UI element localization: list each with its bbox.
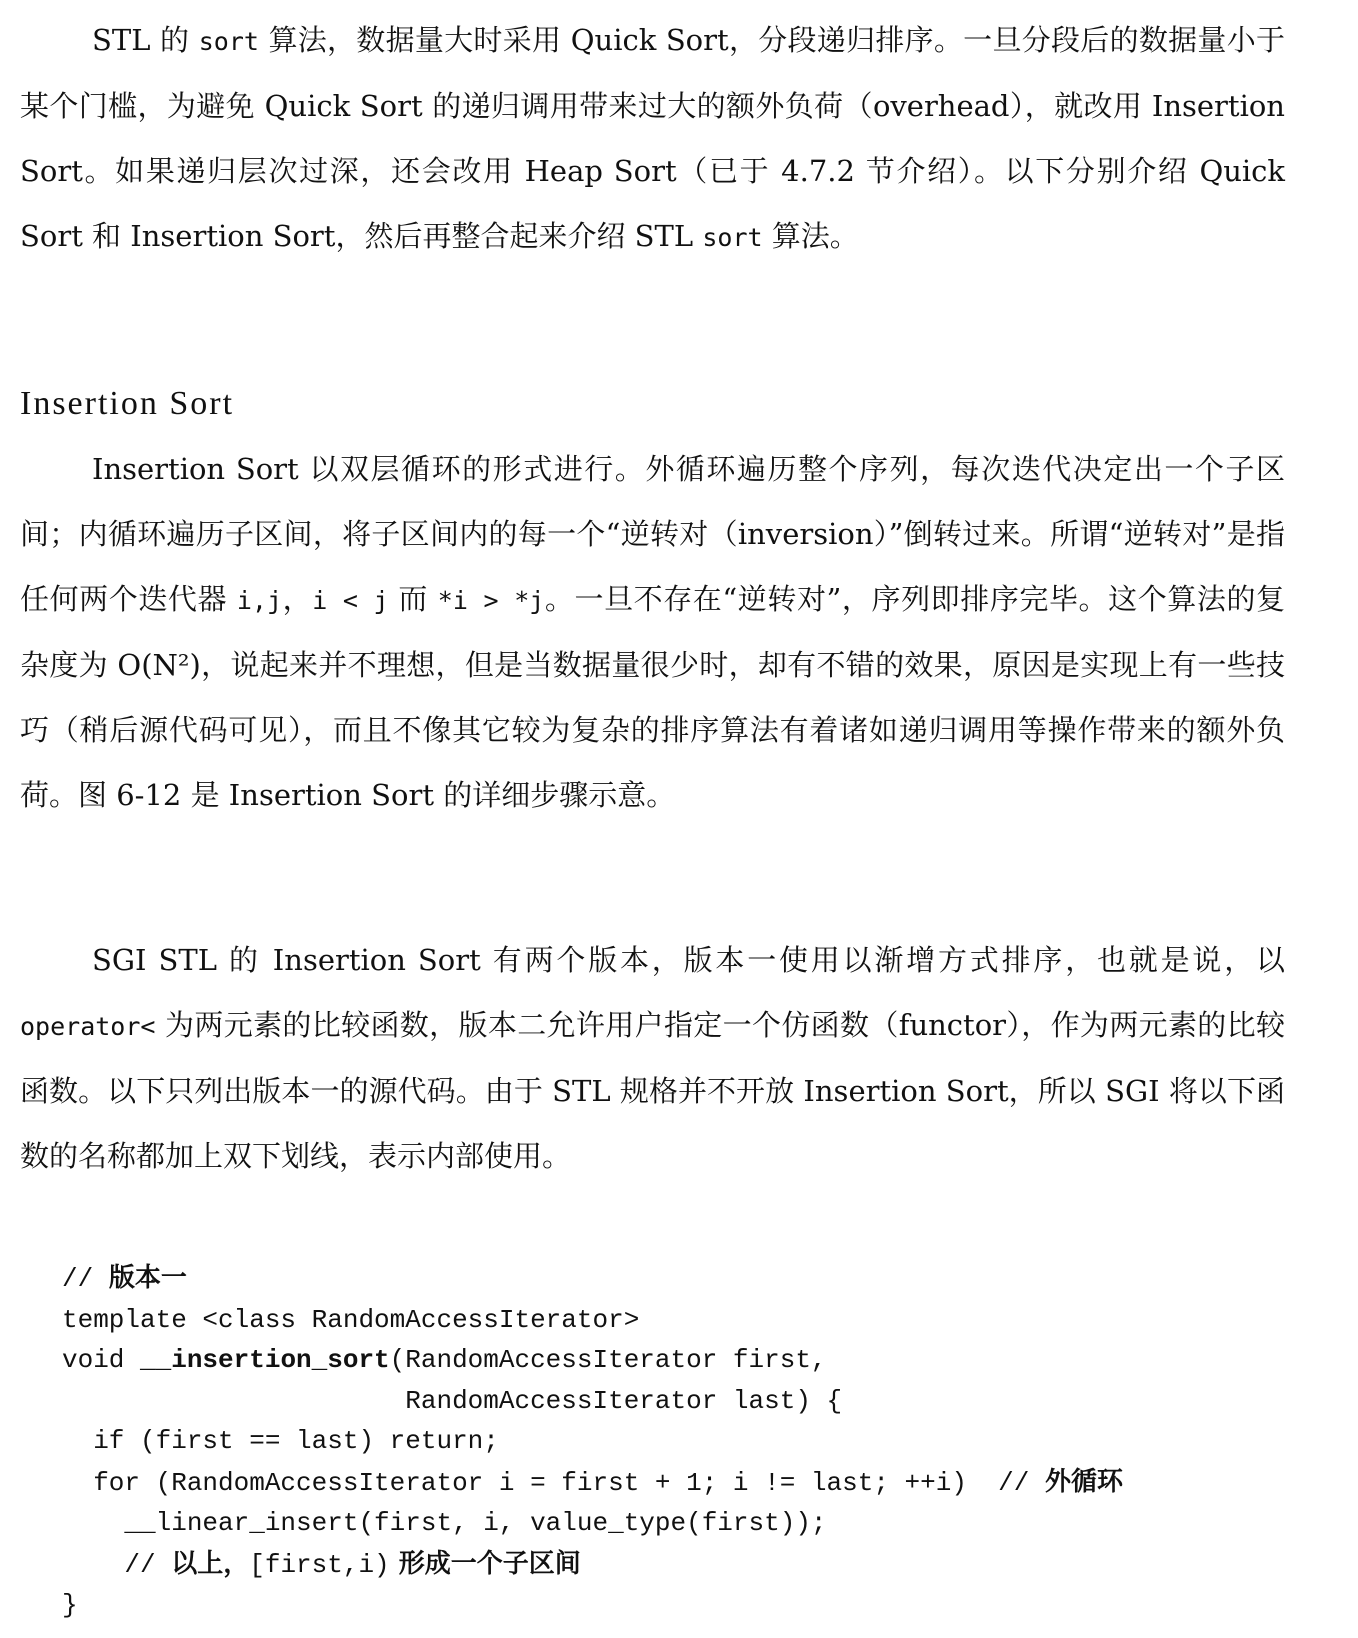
code-comment: //	[62, 1264, 109, 1294]
text-run: 而	[388, 582, 438, 616]
text-run: STL 的	[92, 23, 199, 57]
code-line: if (first == last) return;	[62, 1426, 499, 1456]
code-comment-cn: 外循环	[1044, 1466, 1123, 1497]
code-inline-operator: operator<	[20, 1012, 156, 1041]
code-line: template <class RandomAccessIterator>	[62, 1304, 640, 1335]
code-listing-insertion-sort	[62, 1258, 1342, 1626]
code-inline-sort: sort	[702, 223, 763, 252]
code-line: RandomAccessIterator last) {	[62, 1385, 843, 1416]
code-function-name: __insertion_sort	[140, 1345, 390, 1375]
text-run: Insertion Sort 以双层循环的形式进行。外循环遍历整个序列，每次迭代决定出一个子区间；内循环遍历子区间，将子区间内的每一个“逆转对（inversion）”倒转过来。所谓“逆转对”是指任何两个迭代器	[20, 452, 1285, 616]
text-run: 。一旦不存在“逆转对”，序列即排序完毕。这个算法的复杂度为 O(N²)，说起来并不理想，但是当数据量很少时，却有不错的效果，原因是实现上有一些技巧（稍后源代码可见），而且不像其它较为复杂的排序算法有着诸如递归调用等操作带来的额外负荷。图 6-12 是 Insertion Sort 的详细步骤示意。	[20, 582, 1286, 812]
code-comment-cn: 以上，	[171, 1548, 250, 1579]
code-inline: i,j	[236, 586, 283, 615]
text-run: SGI STL 的 Insertion Sort 有两个版本，版本一使用以渐增方式排序，也就是说，以	[92, 943, 1285, 977]
code-comment: [first,i)	[249, 1549, 390, 1580]
code-comment: //	[62, 1549, 172, 1580]
code-comment-cn: 形成一个子区间	[389, 1548, 581, 1579]
code-inline-sort: sort	[198, 27, 259, 56]
paragraph-insertion-sort-description	[20, 437, 1285, 828]
code-line: (RandomAccessIterator first,	[389, 1345, 827, 1375]
text-run: 算法。	[762, 219, 859, 253]
code-line: }	[62, 1590, 78, 1620]
code-inline: *i > *j	[437, 586, 545, 615]
paragraph-stl-sort-intro	[20, 8, 1285, 270]
text-run: 为两元素的比较函数，版本二允许用户指定一个仿函数（functor），作为两元素的比较函数。以下只列出版本一的源代码。由于 STL 规格并不开放 Insertion Sort，所以 SGI 将以下函数的名称都加上双下划线，表示内部使用。	[20, 1008, 1285, 1173]
section-heading-insertion-sort: Insertion Sort	[20, 385, 235, 422]
code-line: for (RandomAccessIterator i = first + 1; i != last; ++i) //	[62, 1467, 1045, 1498]
text-run: ，	[282, 582, 313, 616]
paragraph-sgi-stl-versions	[20, 928, 1285, 1189]
code-line: void	[62, 1345, 141, 1375]
code-comment-cn: 版本一	[108, 1263, 187, 1293]
text-run: 算法，数据量大时采用 Quick Sort，分段递归排序。一旦分段后的数据量小于某个门槛，为避免 Quick Sort 的递归调用带来过大的额外负荷（overhead），就改用 Insertion Sort。如果递归层次过深，还会改用 Heap Sort（已于 4.7.2 节介绍）。以下分别介绍 Quick Sort 和 Insertion Sort，然后再整合起来介绍 STL	[20, 23, 1285, 253]
code-inline: i < j	[312, 586, 389, 615]
code-line: __linear_insert(first, i, value_type(first));	[62, 1508, 827, 1538]
